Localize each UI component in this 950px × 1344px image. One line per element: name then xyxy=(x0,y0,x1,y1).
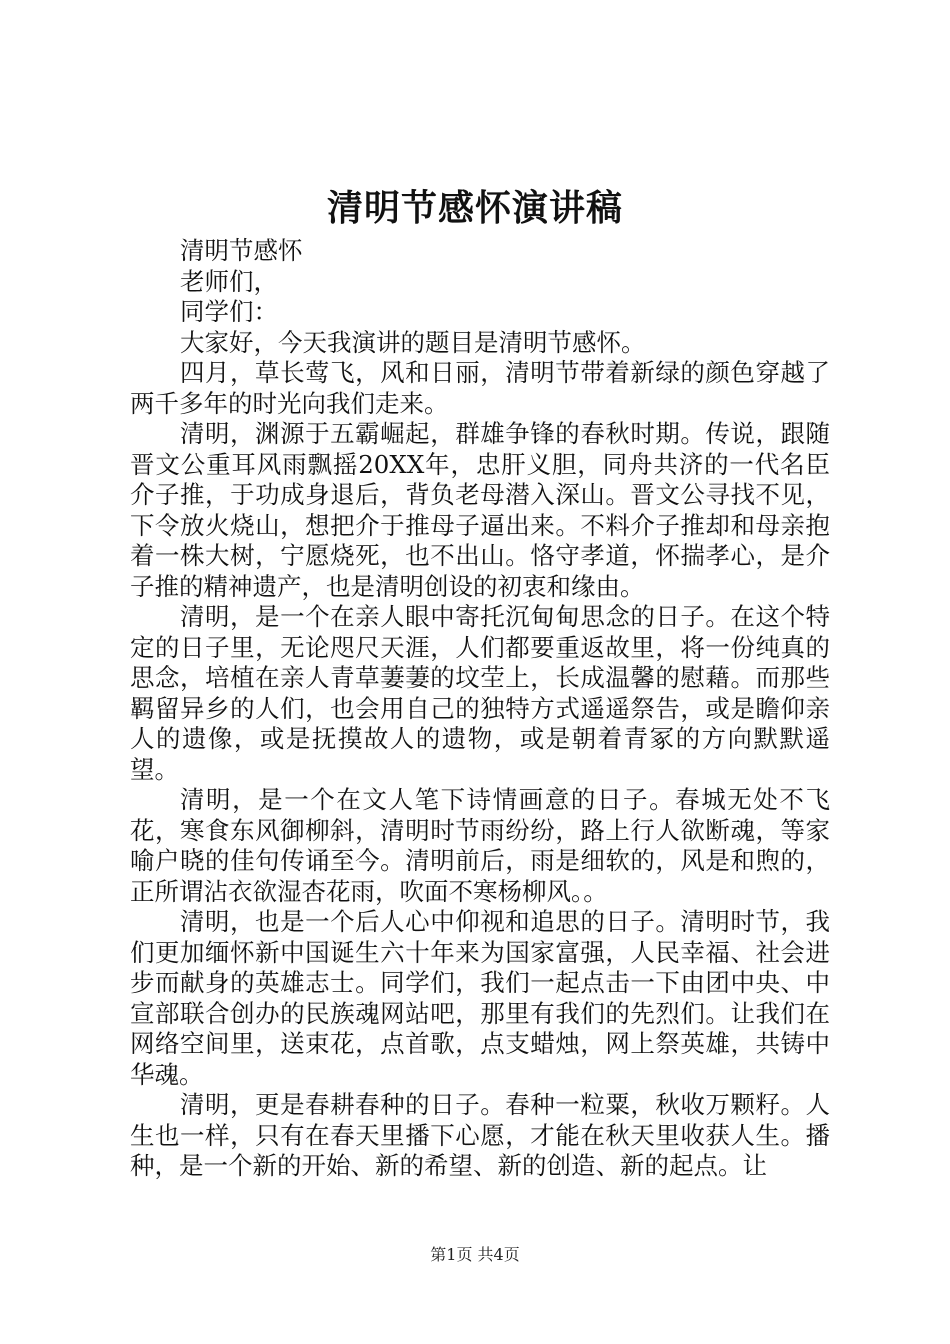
paragraph-greeting: 大家好，今天我演讲的题目是清明节感怀。 xyxy=(180,327,646,357)
page-number-footer: 第1页 共4页 xyxy=(430,1245,520,1264)
document-title: 清明节感怀演讲稿 xyxy=(326,187,623,229)
document-body xyxy=(130,236,830,1182)
paragraph-salutation-students: 同学们： xyxy=(180,297,278,326)
paragraph-heroes: 清明，也是一个后人心中仰视和追思的日子。清明时节，我们更加缅怀新中国诞生六十年来为国家富强，人民幸福、社会进步而献身的英雄志士。同学们，我们一起点击一下由团中央、中宣部联合创办的民族魂网站吧，那里有我们的先烈们。让我们在网络空间里，送束花，点首歌，点支蜡烛，网上祭英雄，共铸中华魂。 xyxy=(130,907,830,1089)
paragraph-spring-planting: 清明，更是春耕春种的日子。春种一粒粟，秋收万颗籽。人生也一样，只有在春天里播下心愿，才能在秋天里收获人生。播种，是一个新的开始、新的希望、新的创造、新的起点。让 xyxy=(130,1090,830,1180)
paragraph-heading: 清明节感怀 xyxy=(180,236,303,265)
paragraph-salutation-teachers: 老师们， xyxy=(180,266,278,296)
paragraph-relatives: 清明，是一个在亲人眼中寄托沉甸甸思念的日子。在这个特定的日子里，无论咫尺天涯，人们都要重返故里，将一份纯真的思念，培植在亲人青草萋萋的坟茔上，长成温馨的慰藉。而那些羁留异乡的人们，也会用自己的独特方式遥遥祭告，或是瞻仰亲人的遗像，或是抚摸故人的遗物，或是朝着青冢的方向默默遥望。 xyxy=(130,602,830,784)
paragraph-april: 四月，草长莺飞，风和日丽，清明节带着新绿的颜色穿越了两千多年的时光向我们走来。 xyxy=(130,358,830,418)
paragraph-poetry: 清明，是一个在文人笔下诗情画意的日子。春城无处不飞花，寒食东风御柳斜，清明时节雨纷纷，路上行人欲断魂，等家喻户晓的佳句传诵至今。清明前后，雨是细软的，风是和煦的，正所谓沾衣欲湿杏花雨，吹面不寒杨柳风。。 xyxy=(130,785,830,906)
paragraph-origin: 清明，渊源于五霸崛起，群雄争锋的春秋时期。传说，跟随晋文公重耳风雨飘摇20XX年，忠肝义胆，同舟共济的一代名臣介子推，于功成身退后，背负老母潜入深山。晋文公寻找不见，下令放火烧山，想把介于推母子逼出来。不料介子推却和母亲抱着一株大树，宁愿烧死，也不出山。恪守孝道，怀揣孝心，是介子推的精神遗产，也是清明创设的初衷和缘由。 xyxy=(130,419,830,601)
